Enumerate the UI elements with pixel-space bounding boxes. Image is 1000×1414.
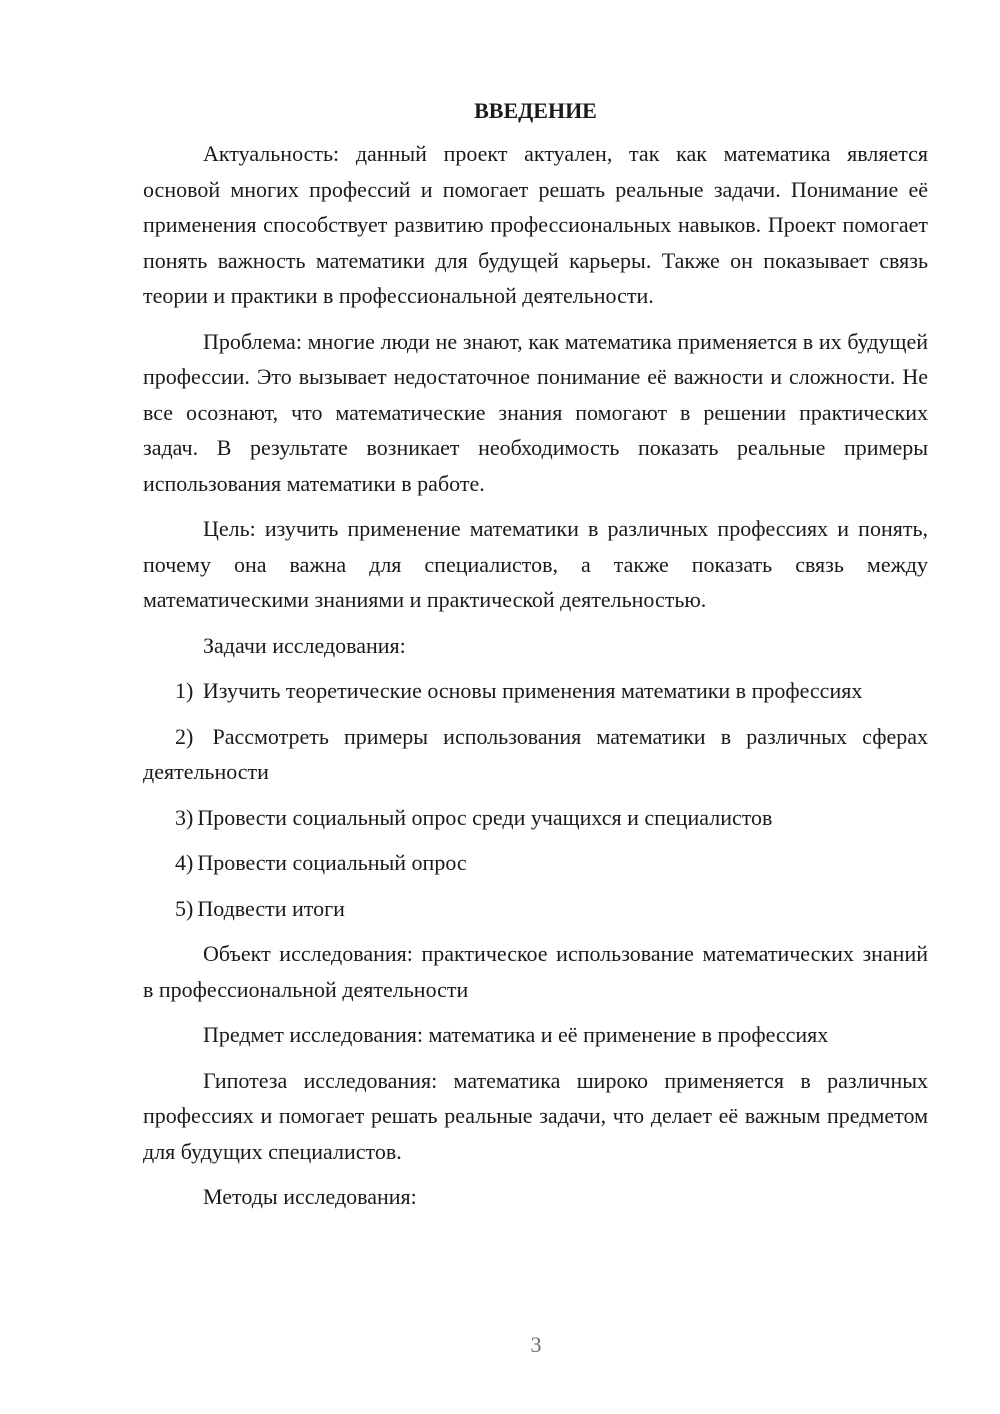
paragraph-tasks-heading: Задачи исследования: — [203, 632, 406, 658]
paragraph-problem: Проблема: многие люди не знают, как математика применяется в их будущей профессии. Это вызывает недостаточное понимание её важности и сложности. Не все осознают, что математические знания помогают в решении практических задач. В результате возникает необходимость показать реальные примеры использования математики в работе. — [143, 328, 928, 496]
list-item-number: 3) — [175, 804, 194, 830]
list-item — [143, 845, 928, 881]
paragraph-relevance: Актуальность: данный проект актуален, так как математика является основой многих профессий и помогает решать реальные задачи. Понимание её применения способствует развитию профессиональных навыков. Проект помогает понять важность математики для будущей карьеры. Также он показывает связь теории и практики в профессиональной деятельности. — [143, 141, 928, 308]
page-number: 3 — [530, 1332, 542, 1357]
list-item-text: Подвести итоги — [197, 895, 345, 921]
list-item — [143, 891, 928, 927]
list-item-text: Провести социальный опрос среди учащихся и специалистов — [197, 804, 773, 830]
list-item-number: 1) — [175, 678, 194, 703]
list-item-text: Рассмотреть примеры использования математики в различных сферах деятельности — [143, 723, 928, 784]
paragraph-goal: Цель: изучить применение математики в различных профессиях и понять, почему она важна для специалистов, а также показать связь между математическими знаниями и практической деятельностью. — [143, 516, 928, 612]
document-page — [143, 96, 928, 1225]
tasks-list — [143, 673, 928, 926]
paragraph-object: Объект исследования: практическое использование математических знаний в профессиональной деятельности — [143, 941, 928, 1002]
list-item-number: 5) — [175, 895, 194, 921]
list-item-number: 4) — [175, 850, 194, 875]
paragraph-hypothesis: Гипотеза исследования: математика широко применяется в различных профессиях и помогает решать реальные задачи, что делает её важным предметом для будущих специалистов. — [143, 1067, 928, 1164]
paragraph-subject: Предмет исследования: математика и её применение в профессиях — [203, 1022, 829, 1047]
list-item-text: Изучить теоретические основы применения математики в профессиях — [202, 678, 863, 703]
paragraph-methods: Методы исследования: — [203, 1184, 417, 1209]
list-item-number: 2) — [175, 723, 194, 749]
list-item — [143, 800, 928, 836]
list-item — [143, 673, 928, 709]
list-item — [143, 719, 928, 790]
list-item-text: Провести социальный опрос — [197, 850, 467, 875]
page-title: ВВЕДЕНИЕ — [474, 98, 597, 123]
